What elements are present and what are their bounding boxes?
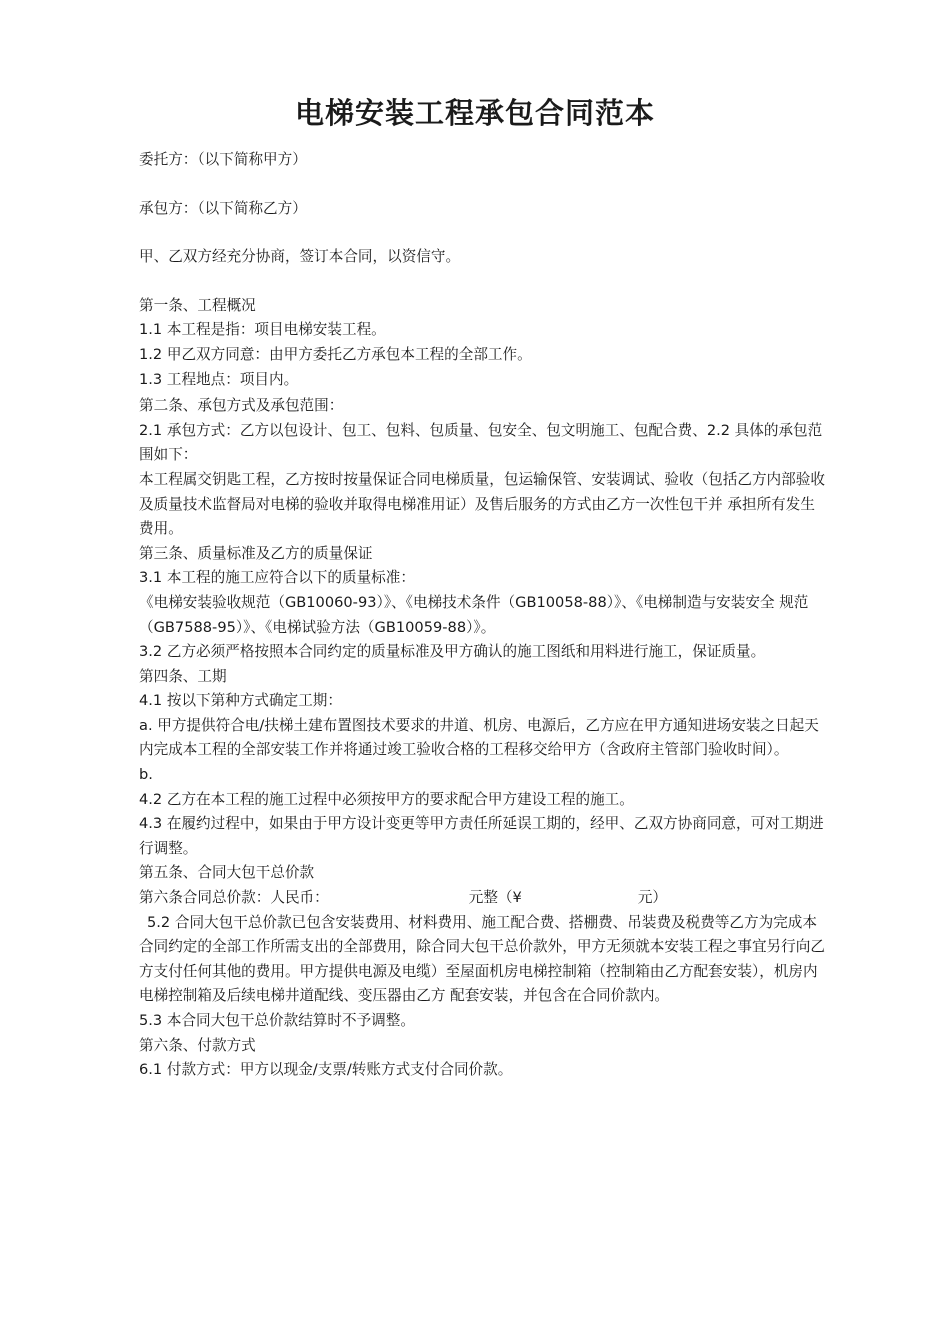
clause-1-2: 1.2 甲乙双方同意：由甲方委托乙方承包本工程的全部工作。 <box>139 345 532 363</box>
clause-5-2 <box>139 911 829 1009</box>
clause-4-2: 4.2 乙方在本工程的施工过程中必须按甲方的要求配合甲方建设工程的施工。 <box>139 790 634 808</box>
document-title: 电梯安装工程承包合同范本 <box>294 96 655 130</box>
clause-4-1: 4.1 按以下第种方式确定工期： <box>139 692 342 710</box>
party-b-line: 承包方：（以下简称乙方） <box>139 199 307 217</box>
preamble: 甲、乙双方经充分协商，签订本合同，以资信守。 <box>139 248 461 266</box>
clause-4-3: 4.3 在履约过程中，如果由于甲方设计变更等甲方责任所延误工期的，经甲、乙双方协商同意，可对工期进行调整。 <box>139 815 824 857</box>
price-mid: 元整（¥ <box>468 889 522 907</box>
article-3-heading: 第三条、质量标准及乙方的质量保证 <box>139 544 373 562</box>
clause-5-1-price <box>139 886 829 911</box>
clause-2-scope: 本工程属交钥匙工程，乙方按时按量保证合同电梯质量，包运输保管、安装调试、验收（包括乙方内部验收及质量技术监督局对电梯的验收并取得电梯准用证）及售后服务的方式由乙方一次性包干并 承担所有发生费用。 <box>139 470 825 538</box>
article-2-heading: 第二条、承包方式及承包范围： <box>139 397 344 415</box>
clause-6-1: 6.1 付款方式：甲方以现金/支票/转账方式支付合同价款。 <box>139 1061 513 1079</box>
clause-2-1: 2.1 承包方式：乙方以包设计、包工、包料、包质量、包安全、包文明施工、包配合费、2.2 具体的承包范围如下： <box>139 421 823 464</box>
clause-5-2-text: 5.2 合同大包干总价款已包含安装费用、材料费用、施工配合费、搭棚费、吊装费及税费等乙方为完成本合同约定的全部工作所需支出的全部费用，除合同大包干总价款外，甲方无须就本安装工程之事宜另行向乙方支付任何其他的费用。甲方提供电源及电缆）至屋面机房电梯控制箱（控制箱由乙方配套安装），机房内电梯控制箱及后续电梯井道配线、变压器由乙方 配套安装，并包含在合同价款内。 <box>139 913 825 1005</box>
article-6-heading: 第六条、付款方式 <box>139 1036 256 1054</box>
article-1-heading: 第一条、工程概况 <box>139 296 256 314</box>
clause-1-1: 1.1 本工程是指：项目电梯安装工程。 <box>139 321 386 339</box>
clause-3-1: 3.1 本工程的施工应符合以下的质量标准： <box>139 569 415 587</box>
clause-3-1-standards: 《电梯安装验收规范（GB10060-93）》、《电梯技术条件（GB10058-88）》、《电梯制造与安装安全 规范（GB7588-95）》、《电梯试验方法（GB10059-88）》。 <box>139 593 809 636</box>
article-5-heading: 第五条、合同大包干总价款 <box>139 864 315 882</box>
clause-4-1-b: b. <box>139 766 153 784</box>
clause-1-3: 1.3 工程地点：项目内。 <box>139 370 299 388</box>
price-suffix: 元） <box>637 889 668 907</box>
clause-4-1-a: a. 甲方提供符合电/扶梯土建布置图技术要求的井道、机房、电源后，乙方应在甲方通知进场安装之日起天内完成本工程的全部安装工作并将通过竣工验收合格的工程移交给甲方（含政府主管部门验收时间）。 <box>139 716 819 759</box>
party-a-line: 委托方：（以下简称甲方） <box>139 151 307 168</box>
clause-3-2: 3.2 乙方必须严格按照本合同约定的质量标准及甲方确认的施工图纸和用料进行施工，保证质量。 <box>139 643 766 661</box>
price-prefix: 第六条合同总价款：人民币： <box>139 889 329 907</box>
document-body <box>139 148 829 1083</box>
article-4-heading: 第四条、工期 <box>139 667 227 685</box>
clause-5-3: 5.3 本合同大包干总价款结算时不予调整。 <box>139 1012 415 1029</box>
